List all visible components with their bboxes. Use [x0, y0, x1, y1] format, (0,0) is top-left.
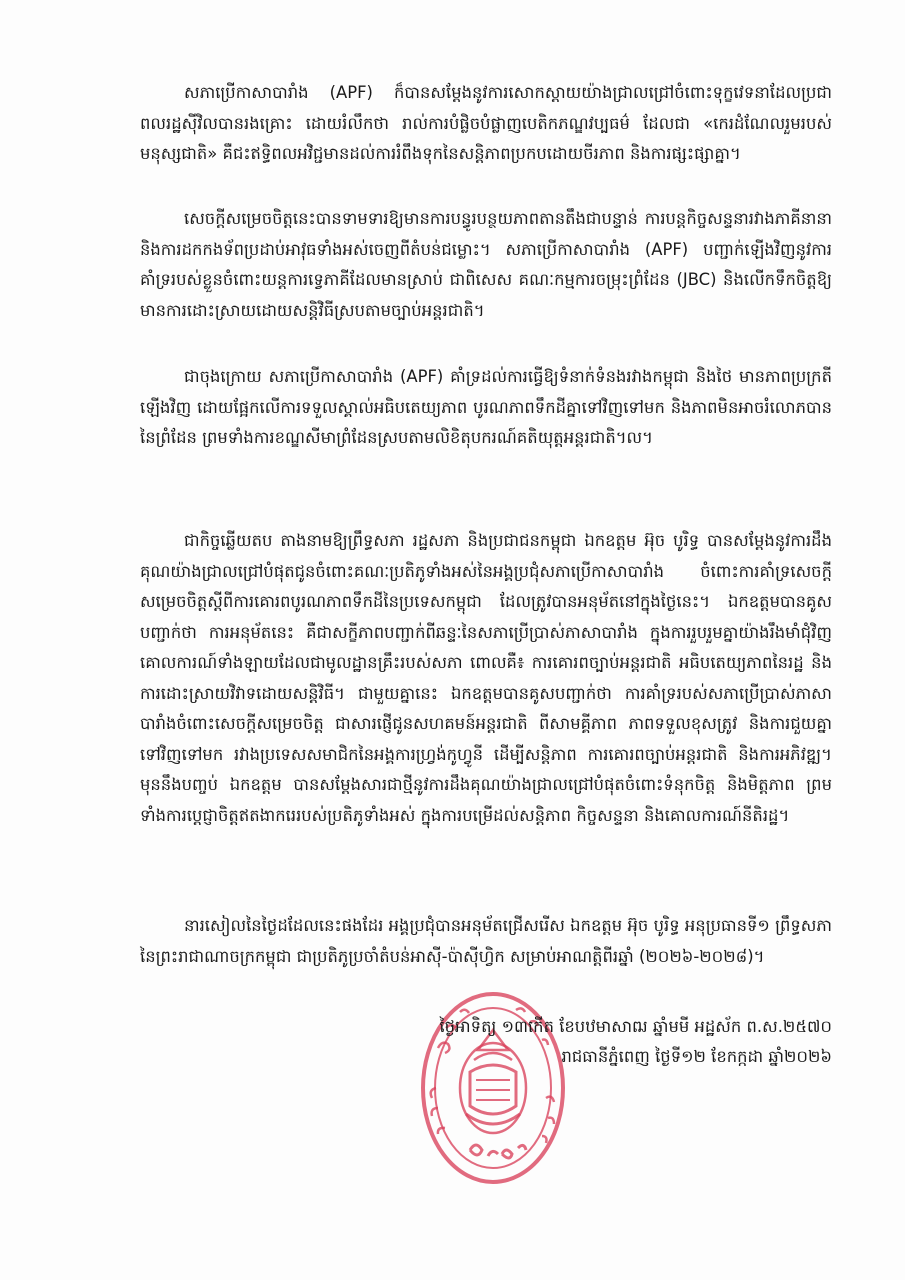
paragraph-election: នារសៀលនៃថ្ងៃដដែលនេះផងដែរ អង្គប្រជុំបានអនុម័តជ្រើសរើស ឯកឧត្តម អ៊ុច បូរិទ្ធ អនុប្រធានទី១ ព្រឹទ្ធសភានៃព្រះរាជាណាចក្រកម្ពុជា ជាប្រតិភូប្រចាំតំបន់អាស៊ី-ប៉ាស៊ីហ្វិក សម្រាប់អាណត្តិពីរឆ្នាំ (២០២៦-២០២៨)។: [140, 916, 832, 966]
signature-date-solar: រាជធានីភ្នំពេញ ថ្ងៃទី១២ ខែកក្កដា ឆ្នាំ២០២៦: [561, 1047, 832, 1066]
paragraph-normalization: ជាចុងក្រោយ សភាប្រើកាសាបារាំង (APF) គាំទ្រដល់ការធ្វើឱ្យទំនាក់ទំនងរវាងកម្ពុជា និងថៃ មានភាពប្រក្រតីឡើងវិញ ដោយផ្អែកលើការទទួលស្គាល់អធិបតេយ្យភាព បូរណភាពទឹកដីគ្នាទៅវិញទៅមក និងភាពមិនអាចរំលោភបាននៃព្រំដែន ព្រមទាំងការខណ្ឌសីមាព្រំដែនស្របតាមលិខិតុបករណ៍គតិយុត្តអន្តរជាតិ។ល។: [140, 367, 832, 447]
paragraph-response-gratitude: ជាកិច្ចឆ្លើយតប តាងនាមឱ្យព្រឹទ្ធសភា រដ្ឋសភា និងប្រជាជនកម្ពុជា ឯកឧត្តម អ៊ុច បូរិទ្ធ បានសម្តែងនូវការដឹងគុណយ៉ាងជ្រាលជ្រៅបំផុតជូនចំពោះគណៈប្រតិភូទាំងអស់នៃអង្គប្រជុំសភាប្រើកាសាបារាំង ចំពោះការគាំទ្រសេចក្តីសម្រេចចិត្តស្តីពីការគោរពបូរណភាពទឹកដីនៃប្រទេសកម្ពុជា ដែលត្រូវបានអនុម័តនៅក្នុងថ្ងៃនេះ។ ឯកឧត្តមបានគូសបញ្ជាក់ថា ការអនុម័តនេះ គឺជាសក្ខីភាពបញ្ជាក់ពីឆន្ទៈនៃសភាប្រើប្រាស់ភាសាបារាំង ក្នុងការរួបរួមគ្នាយ៉ាងរឹងមាំជុំវិញគោលការណ៍ទាំងឡាយដែលជាមូលដ្ឋានគ្រឹះរបស់សភា ពោលគឺ៖ ការគោរពច្បាប់អន្តរជាតិ អធិបតេយ្យភាពនៃរដ្ឋ និងការដោះស្រាយវិវាទដោយសន្តិវិធី។ ជាមួយគ្នានេះ ឯកឧត្តមបានគូសបញ្ជាក់ថា ការគាំទ្ររបស់សភាប្រើប្រាស់ភាសាបារាំងចំពោះសេចក្តីសម្រេចចិត្ត ជាសារផ្ញើជូនសហគមន៍អន្តរជាតិ ពីសាមគ្គីភាព ភាពទទួលខុសត្រូវ និងការជួយគ្នាទៅវិញទៅមក រវាងប្រទេសសមាជិកនៃអង្គការហ្វ្រង់កូហ្វូនី ដើម្បីសន្តិភាព ការគោរពច្បាប់អន្តរជាតិ និងការអភិវឌ្ឍ។ មុននឹងបញ្ចប់ ឯកឧត្តម បានសម្តែងសារជាថ្មីនូវការដឹងគុណយ៉ាងជ្រាលជ្រៅបំផុតចំពោះទំនុកចិត្ត និងមិត្តភាព ព្រមទាំងការប្តេជ្ញាចិត្តឥតងាករេរបស់ប្រតិភូទាំងអស់ ក្នុងការបម្រើដល់សន្តិភាព កិច្ចសន្ទនា និងគោលការណ៍នីតិរដ្ឋ។: [140, 531, 832, 825]
paragraph-resolution-demands: សេចក្តីសម្រេចចិត្តនេះបានទាមទារឱ្យមានការបន្ធូរបន្ថយភាពតានតឹងជាបន្ទាន់ ការបន្តកិច្ចសន្ទនារវាងភាគីនានា និងការដកកងទ័ពប្រដាប់អាវុធទាំងអស់ចេញពីតំបន់ជម្លោះ។ សភាប្រើកាសាបារាំង (APF) បញ្ជាក់ឡើងវិញនូវការគាំទ្ររបស់ខ្លួនចំពោះយន្តការទ្វេភាគីដែលមានស្រាប់ ជាពិសេស គណៈកម្មការចម្រុះព្រំដែន (JBC) និងលើកទឹកចិត្តឱ្យមានការដោះស្រាយដោយសន្តិវិធីស្របតាមច្បាប់អន្តរជាតិ។: [140, 209, 832, 320]
signature-date-lunar: ថ្ងៃអាទិត្យ ១៣កើត ខែបឋមាសាឍ ឆ្នាំមមី អដ្ឋស័ក ព.ស.២៥៧០: [439, 1017, 832, 1036]
paragraph-apf-regret: សភាប្រើកាសាបារាំង (APF) ក៏បានសម្តែងនូវការសោកស្តាយយ៉ាងជ្រាលជ្រៅចំពោះទុក្ខវេទនាដែលប្រជាពលរដ្ឋស៊ីវិលបានរងគ្រោះ ដោយរំលឹកថា រាល់ការបំផ្លិចបំផ្លាញបេតិកភណ្ឌវប្បធម៌ ដែលជា «កេរដំណែលរួមរបស់មនុស្សជាតិ» គឺជះឥទ្ធិពលអវិជ្ជមានដល់ការរំពឹងទុកនៃសន្តិភាពប្រកបដោយចីរភាព និងការផ្សះផ្សាគ្នា។: [140, 83, 832, 163]
